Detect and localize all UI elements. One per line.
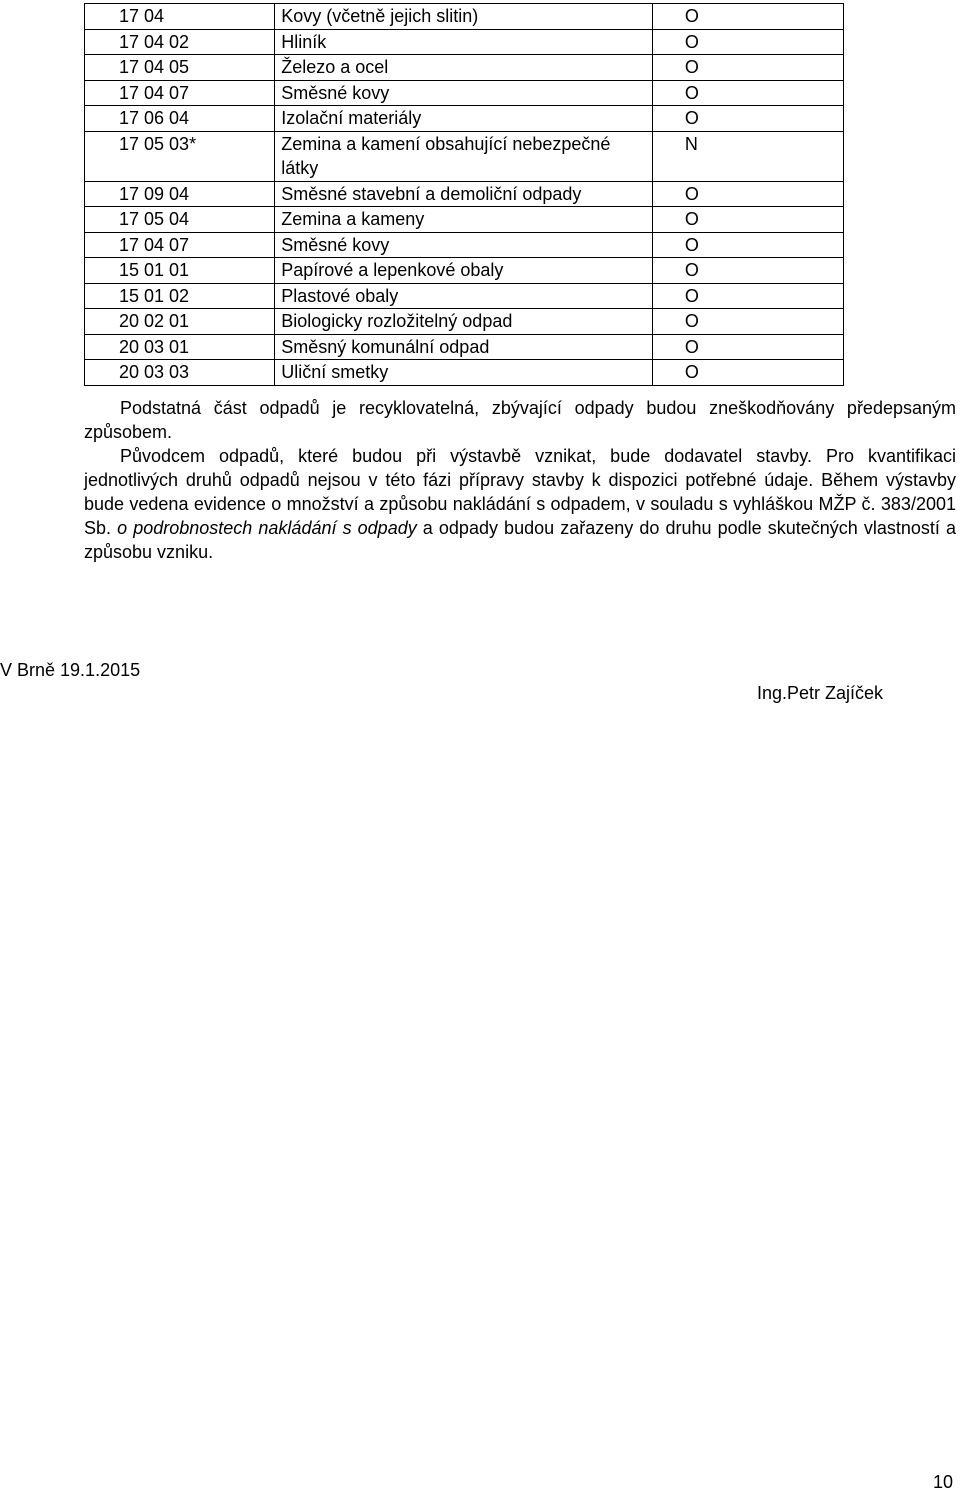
place-and-date: V Brně 19.1.2015: [0, 660, 141, 680]
waste-code: 17 04: [85, 4, 275, 30]
waste-name: Plastové obaly: [275, 283, 653, 309]
paragraph-text: a odpady budou zařazeny do druhu podle skutečných vlastností a způsobu vzniku.: [84, 518, 956, 562]
table-row: [85, 207, 844, 233]
waste-code: 17 05 03*: [85, 131, 275, 181]
table-row: [85, 131, 844, 181]
waste-category: O: [652, 360, 843, 386]
waste-category: O: [652, 4, 843, 30]
waste-code: 20 02 01: [85, 309, 275, 335]
table-row: [85, 360, 844, 386]
table-row: [85, 4, 844, 30]
waste-code: 15 01 01: [85, 258, 275, 284]
waste-name: Směsné kovy: [275, 80, 653, 106]
waste-code: 15 01 02: [85, 283, 275, 309]
paragraph-waste-producer: [84, 444, 956, 564]
regulation-title: o podrobnostech nakládání s odpady: [117, 518, 417, 538]
table-row: [85, 29, 844, 55]
waste-category: O: [652, 334, 843, 360]
waste-code: 20 03 03: [85, 360, 275, 386]
table-row: [85, 334, 844, 360]
waste-name: Kovy (včetně jejich slitin): [275, 4, 653, 30]
table-row: [85, 309, 844, 335]
waste-name: Směsné stavební a demoliční odpady: [275, 181, 653, 207]
waste-category: O: [652, 80, 843, 106]
waste-code: 17 05 04: [85, 207, 275, 233]
waste-code: 17 04 07: [85, 232, 275, 258]
table-row: [85, 181, 844, 207]
waste-code: 17 04 07: [85, 80, 275, 106]
waste-table: [84, 3, 844, 386]
waste-code: 20 03 01: [85, 334, 275, 360]
table-row: [85, 283, 844, 309]
table-row: [85, 55, 844, 81]
paragraph-text: Původcem odpadů, které budou při výstavbě vznikat, bude dodavatel stavby. Pro kvantifikaci jednotlivých druhů odpadů nejsou v této fázi přípravy stavby k dispozici potřebné údaje. Během výstavby bude vedena evidence o množství a způsobu nakládání s odpadem, v souladu s vyhláškou MŽP č. 383/2001 Sb.: [84, 446, 956, 538]
waste-table-body: [85, 4, 844, 386]
waste-name: Biologicky rozložitelný odpad: [275, 309, 653, 335]
waste-name: Zemina a kameny: [275, 207, 653, 233]
waste-category: O: [652, 309, 843, 335]
waste-category: O: [652, 55, 843, 81]
waste-category: O: [652, 283, 843, 309]
waste-name: Izolační materiály: [275, 106, 653, 132]
author-name: Ing.Petr Zajíček: [757, 683, 884, 703]
table-row: [85, 232, 844, 258]
table-row: [85, 258, 844, 284]
waste-name: Uliční smetky: [275, 360, 653, 386]
waste-category: O: [652, 207, 843, 233]
waste-code: 17 04 05: [85, 55, 275, 81]
waste-name: Směsné kovy: [275, 232, 653, 258]
waste-category: O: [652, 258, 843, 284]
paragraph-recyclability: Podstatná část odpadů je recyklovatelná, zbývající odpady budou zneškodňovány předepsaným způsobem.: [84, 398, 956, 442]
waste-category: O: [652, 29, 843, 55]
table-row: [85, 106, 844, 132]
waste-category: O: [652, 181, 843, 207]
body-text: [84, 396, 956, 564]
waste-code: 17 06 04: [85, 106, 275, 132]
waste-category: O: [652, 232, 843, 258]
waste-category: O: [652, 106, 843, 132]
waste-name: Železo a ocel: [275, 55, 653, 81]
waste-name: Směsný komunální odpad: [275, 334, 653, 360]
waste-name: Zemina a kamení obsahující nebezpečné látky: [275, 131, 653, 181]
waste-name: Hliník: [275, 29, 653, 55]
waste-name: Papírové a lepenkové obaly: [275, 258, 653, 284]
page-number: 10: [933, 1472, 954, 1492]
table-row: [85, 80, 844, 106]
waste-code: 17 09 04: [85, 181, 275, 207]
waste-category: N: [652, 131, 843, 181]
waste-code: 17 04 02: [85, 29, 275, 55]
